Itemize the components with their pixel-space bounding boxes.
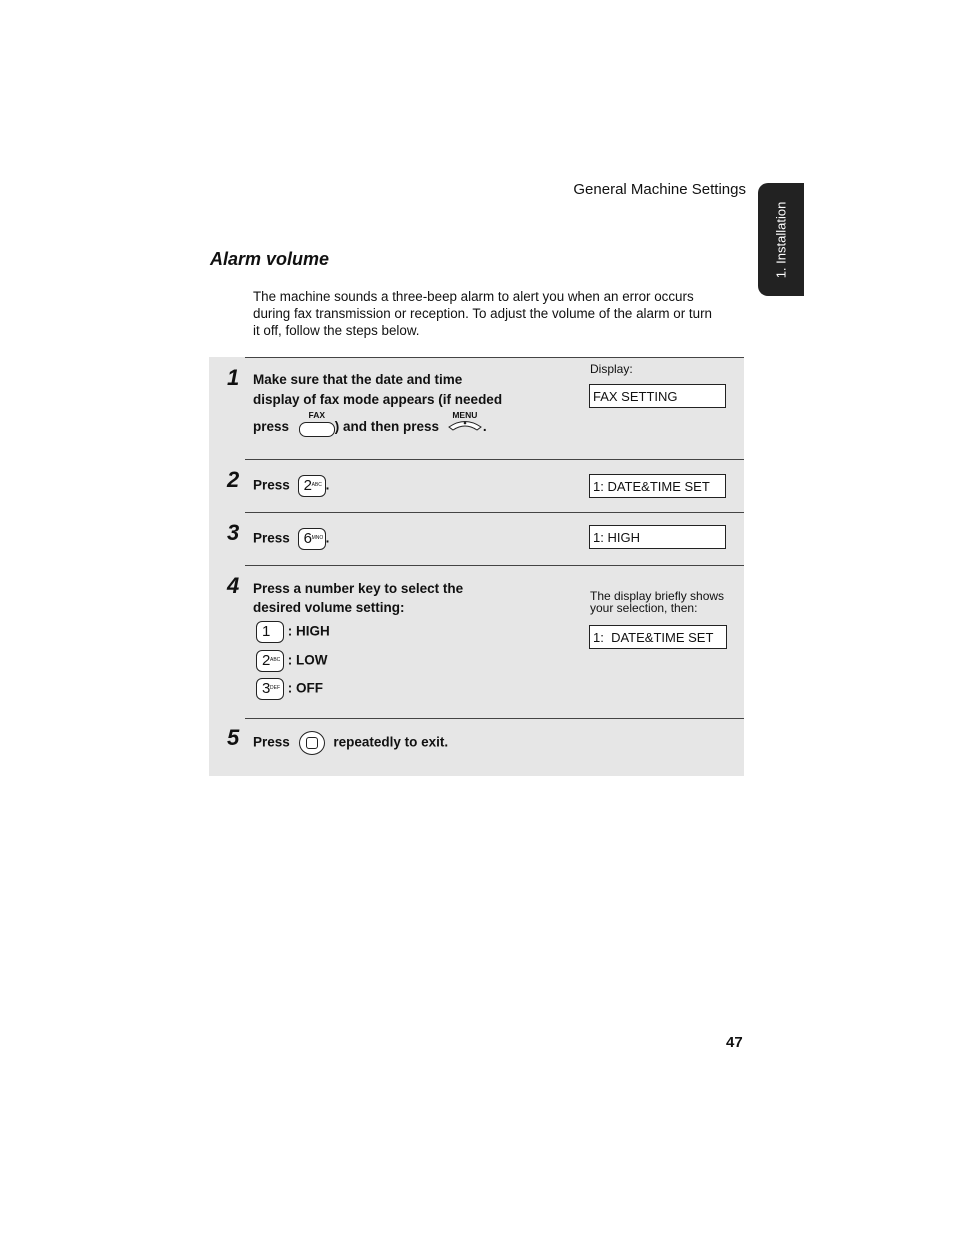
- key-letters: DEF: [270, 685, 280, 691]
- step-number: 1: [227, 365, 240, 390]
- press-word: Press: [253, 734, 290, 750]
- step-middle-text: ) and then press: [334, 419, 440, 434]
- step-number: 2: [227, 467, 240, 492]
- step-1: [209, 357, 744, 459]
- running-header: General Machine Settings: [573, 181, 746, 198]
- note-line: your selection, then:: [590, 601, 698, 615]
- step-divider: [245, 459, 744, 460]
- press-word: press: [253, 419, 290, 434]
- key-6-icon: [298, 528, 326, 550]
- key-digit: 1: [262, 623, 271, 640]
- key-letters: ABC: [311, 482, 322, 488]
- stop-symbol: [306, 737, 318, 749]
- intro-line: it off, follow the steps below.: [253, 323, 420, 338]
- step-divider: [245, 357, 744, 358]
- key-1-icon: [256, 621, 284, 643]
- intro-paragraph: [253, 288, 738, 339]
- option-label: : LOW: [287, 652, 328, 668]
- step-5: [209, 718, 744, 776]
- display-note: [590, 590, 724, 614]
- lcd-display: 1: HIGH: [589, 525, 726, 549]
- step-instruction: [253, 475, 329, 497]
- page-number: 47: [726, 1034, 743, 1051]
- step-instruction: [253, 579, 463, 617]
- step-divider: [245, 718, 744, 719]
- step-4: [209, 565, 744, 718]
- lcd-display: 1: DATE&TIME SET: [589, 625, 727, 649]
- lcd-display: FAX SETTING: [589, 384, 726, 408]
- display-label: Display:: [590, 362, 633, 376]
- step-end: repeatedly to exit.: [333, 734, 449, 750]
- option-label: : HIGH: [287, 623, 330, 639]
- fax-key-label: FAX: [308, 410, 326, 421]
- step-end: .: [325, 530, 330, 546]
- intro-line: The machine sounds a three-beep alarm to alert you when an error occurs: [253, 289, 694, 304]
- step-instruction: [253, 528, 329, 550]
- step-instruction: [253, 370, 502, 410]
- chapter-tab-label: 1. Installation: [773, 201, 789, 278]
- option-low: [256, 650, 328, 672]
- intro-line: during fax transmission or reception. To adjust the volume of the alarm or turn: [253, 306, 712, 321]
- step-3: [209, 512, 744, 565]
- key-letters: MNO: [311, 535, 324, 541]
- step-line: Make sure that the date and time: [253, 372, 463, 387]
- step-number: 3: [227, 520, 240, 545]
- key-digit: 3: [262, 680, 271, 697]
- key-2-icon: [256, 650, 284, 672]
- step-press-row: [253, 410, 487, 437]
- menu-key-wrap: [447, 410, 483, 438]
- menu-key-label: MENU: [452, 410, 478, 421]
- steps-panel: [209, 357, 744, 776]
- step-line: display of fax mode appears (if needed: [253, 392, 503, 407]
- key-digit: 2: [262, 652, 271, 669]
- step-2: [209, 459, 744, 512]
- lcd-display: 1: DATE&TIME SET: [589, 474, 726, 498]
- fax-key-wrap: [299, 410, 335, 439]
- key-2-icon: [298, 475, 326, 497]
- section-title: Alarm volume: [210, 249, 330, 269]
- step-line: Press a number key to select the: [253, 581, 464, 596]
- note-line: The display briefly shows: [590, 589, 725, 603]
- step-number: 5: [227, 725, 240, 750]
- step-divider: [245, 565, 744, 566]
- key-3-icon: [256, 678, 284, 700]
- step-line: desired volume setting:: [253, 600, 405, 615]
- key-letters: ABC: [270, 657, 281, 663]
- fax-key-icon: [299, 422, 335, 437]
- step-divider: [245, 512, 744, 513]
- step-instruction: [253, 731, 448, 755]
- step-number: 4: [227, 573, 240, 598]
- step-end: .: [482, 419, 487, 434]
- key-digit: 2: [303, 477, 312, 494]
- chapter-tab: [758, 183, 804, 296]
- option-label: : OFF: [287, 680, 324, 696]
- press-word: Press: [253, 477, 290, 493]
- option-off: [256, 678, 323, 700]
- press-word: Press: [253, 530, 290, 546]
- stop-key-icon: [299, 731, 325, 755]
- step-end: .: [325, 477, 330, 493]
- key-digit: 6: [303, 530, 312, 547]
- option-high: [256, 621, 330, 643]
